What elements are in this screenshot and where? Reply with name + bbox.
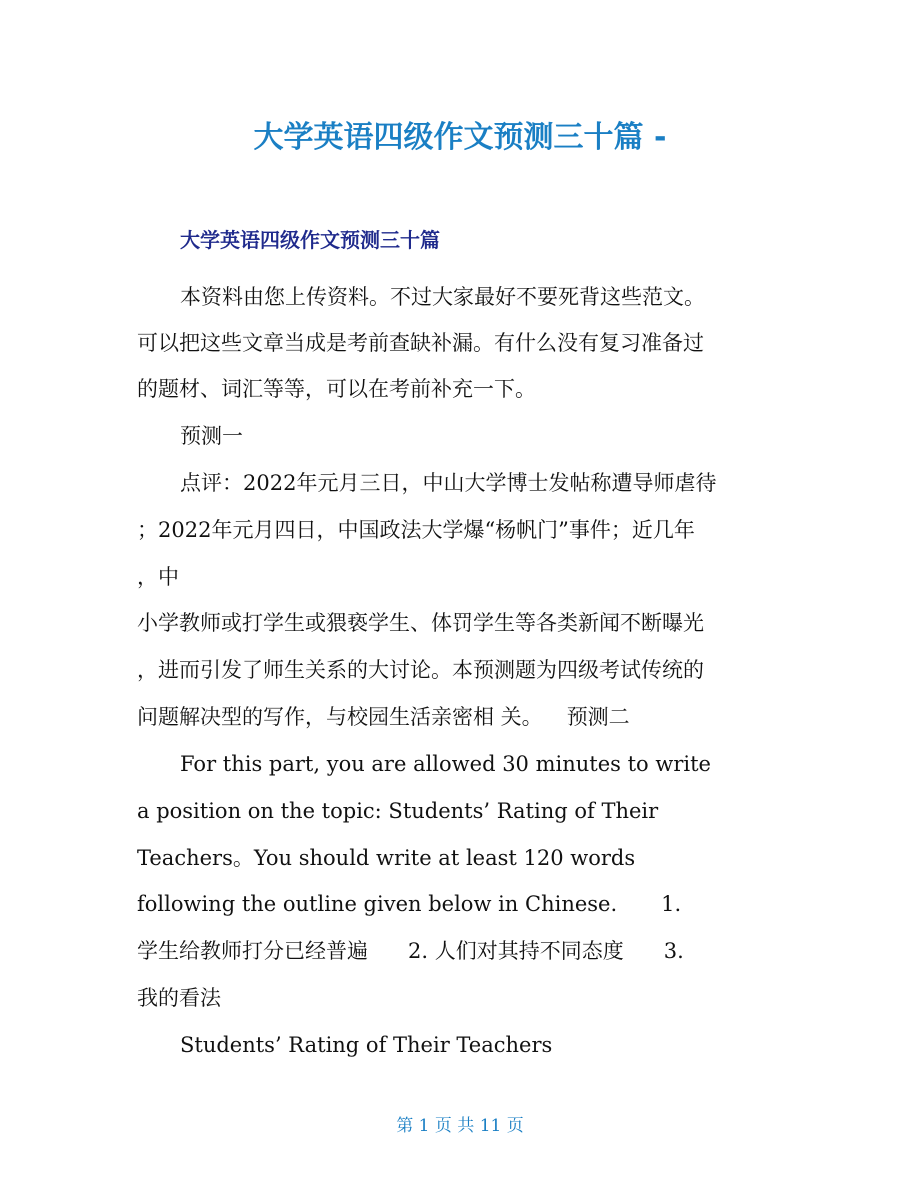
english-line-4-text: following the outline given below in Chinese. (137, 892, 618, 916)
paragraph-line-4: 点评：2022年元月三日，中山大学博士发帖称遭导师虐待 (180, 471, 717, 495)
english-line-3: Teachers。You should write at least 120 words (137, 846, 636, 870)
outline-number-1: 1. (661, 892, 682, 916)
paragraph-line-5: ；2022年元月四日，中国政法大学爆“杨帆门”事件；近几年 (137, 518, 695, 542)
essay-title: Students’ Rating of Their Teachers (180, 1033, 553, 1057)
paragraph-line-3: 的题材、词汇等等，可以在考前补充一下。 (137, 377, 536, 401)
english-line-4 (137, 889, 681, 919)
outline-line (137, 936, 684, 966)
paragraph-line-6: ，中 (137, 565, 179, 589)
english-line-2: a position on the topic: Students’ Rating of Their (137, 799, 659, 823)
outline-number-3: 3. (663, 939, 684, 963)
page-number: 第 1 页 共 11 页 (396, 1116, 524, 1136)
outline-item-2: 2. 人们对其持不同态度 (408, 939, 624, 963)
paragraph-line-1: 本资料由您上传资料。不过大家最好不要死背这些范文。 (180, 285, 705, 309)
outline-item-3: 我的看法 (137, 986, 221, 1010)
paragraph-line-7: 小学教师或打学生或猥亵学生、体罚学生等各类新闻不断曝光 (137, 611, 704, 635)
document-title: 大学英语四级作文预测三十篇 - (253, 120, 667, 155)
paragraph-line-9-text: 问题解决型的写作，与校园生活亲密相 关。 (137, 705, 543, 729)
document-subtitle: 大学英语四级作文预测三十篇 (180, 228, 440, 252)
paragraph-line-2: 可以把这些文章当成是考前查缺补漏。有什么没有复习准备过 (137, 331, 704, 355)
english-line-1: For this part, you are allowed 30 minutes to write (180, 752, 711, 776)
section-heading-2: 预测二 (566, 705, 630, 729)
paragraph-line-9 (137, 702, 630, 732)
outline-item-1: 学生给教师打分已经普遍 (137, 939, 368, 963)
paragraph-line-8: ，进而引发了师生关系的大讨论。本预测题为四级考试传统的 (137, 658, 704, 682)
section-heading-1: 预测一 (180, 424, 243, 448)
